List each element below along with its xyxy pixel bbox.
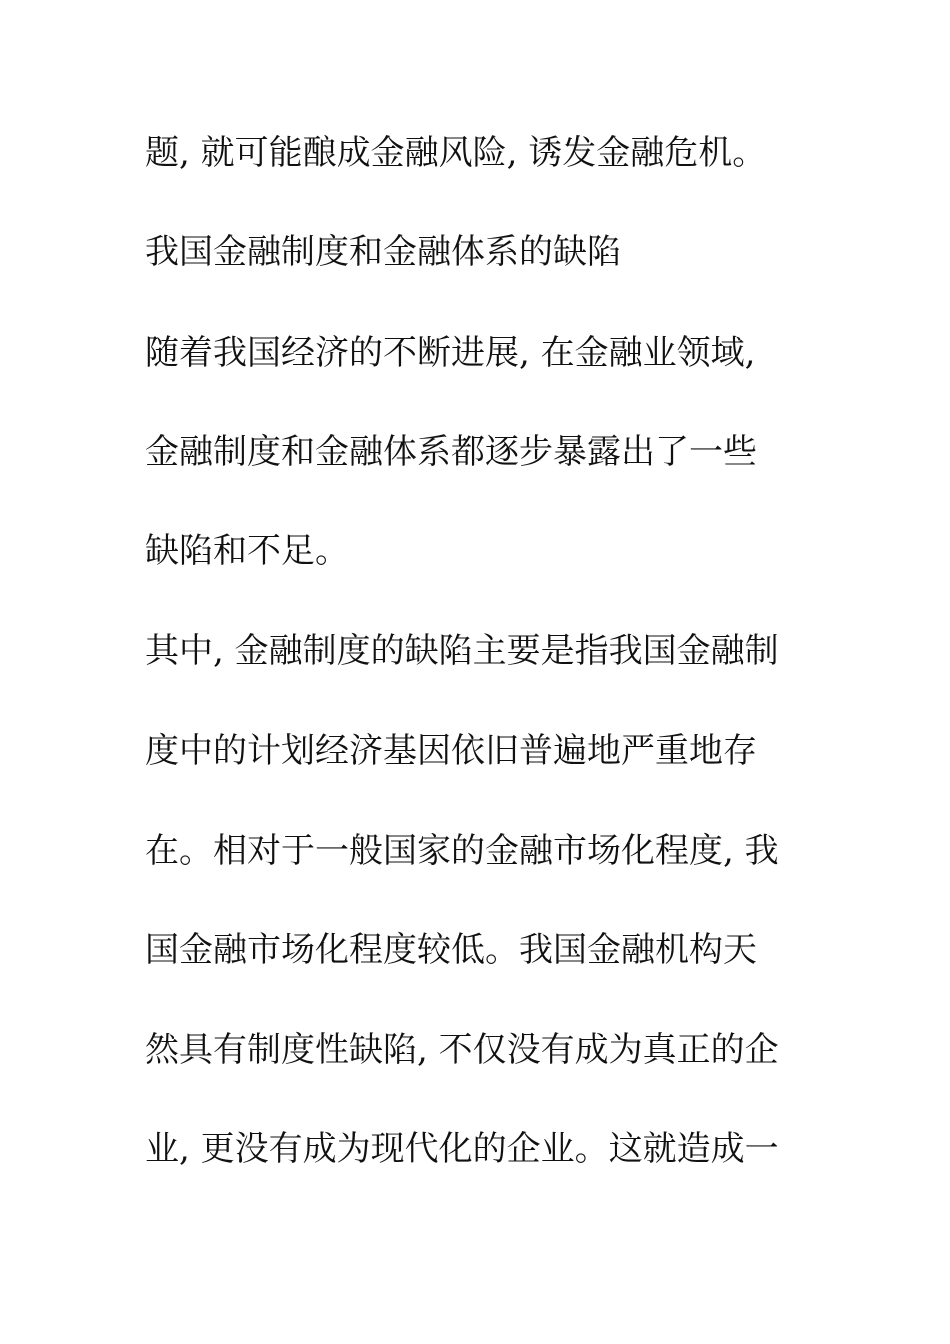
text-line: 国金融市场化程度较低。我国金融机构天	[145, 930, 757, 970]
text-line: 然具有制度性缺陷, 不仅没有成为真正的企	[145, 1030, 779, 1070]
text-line: 在。相对于一般国家的金融市场化程度, 我	[145, 831, 779, 871]
text-line: 其中, 金融制度的缺陷主要是指我国金融制	[145, 631, 779, 671]
text-line: 题, 就可能酿成金融风险, 诱发金融危机。	[145, 133, 767, 173]
text-line: 缺陷和不足。	[145, 531, 349, 571]
text-line: 随着我国经济的不断进展, 在金融业领域,	[145, 333, 756, 373]
text-line: 业, 更没有成为现代化的企业。这就造成一	[145, 1129, 779, 1169]
text-line: 度中的计划经济基因依旧普遍地严重地存	[145, 731, 757, 771]
text-line: 金融制度和金融体系都逐步暴露出了一些	[145, 432, 757, 472]
section-heading: 我国金融制度和金融体系的缺陷	[145, 232, 621, 272]
